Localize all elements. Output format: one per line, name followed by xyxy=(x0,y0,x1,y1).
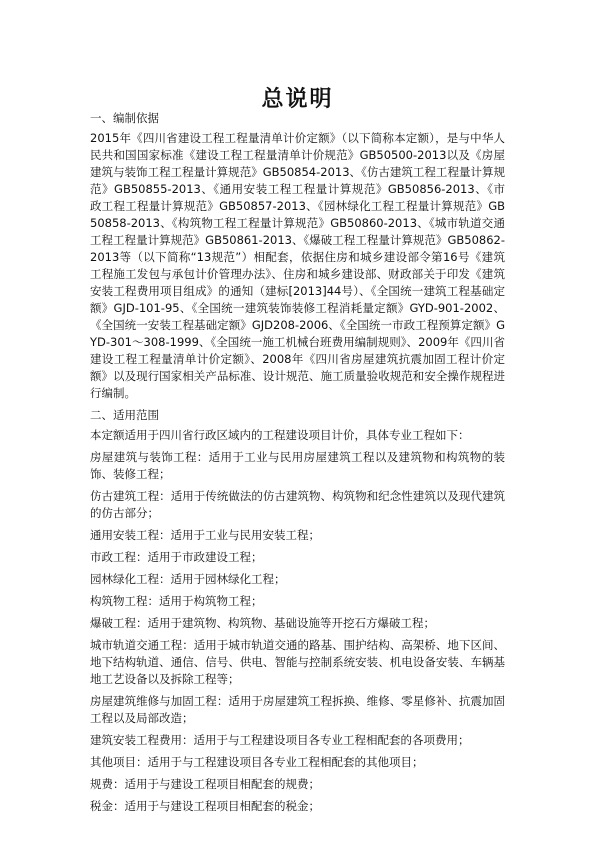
scope-item: 仿古建筑工程：适用于传统做法的仿古建筑物、构筑物和纪念性建筑以及现代建筑的仿古部分； xyxy=(90,489,505,520)
scope-item: 构筑物工程：适用于构筑物工程； xyxy=(90,594,263,608)
scope-item: 爆破工程：适用于建筑物、构筑物、基础设施等开挖石方爆破工程； xyxy=(90,616,435,630)
scope-item: 税金：适用于与建设工程项目相配套的税金； xyxy=(90,799,320,813)
scope-item: 规费：适用于与建设工程项目相配套的规费； xyxy=(90,777,320,791)
scope-item: 房屋建筑与装饰工程：适用于工业与民用房屋建筑工程以及建筑物和构筑物的装饰、装修工程； xyxy=(90,450,505,481)
scope-item: 园林绿化工程：适用于园林绿化工程； xyxy=(90,572,286,586)
section-heading-scope: 二、适用范围 xyxy=(90,408,159,422)
scope-item: 城市轨道交通工程：适用于城市轨道交通的路基、围护结构、高架桥、地下区间、地下结构轨道、通信、信号、供电、智能与控制系统安装、机电设备安装、车辆基地工艺设备以及拆除工程等； xyxy=(90,638,505,686)
scope-intro: 本定额适用于四川省行政区域内的工程建设项目计价，具体专业工程如下： xyxy=(90,428,470,442)
page-title: 总说明 xyxy=(261,87,334,112)
section-heading-basis: 一、编制依据 xyxy=(90,111,159,125)
scope-item: 房屋建筑维修与加固工程：适用于房屋建筑工程拆换、维修、零星修补、抗震加固工程以及局部改造； xyxy=(90,694,505,725)
scope-item: 其他项目：适用于与工程建设项目各专业工程相配套的其他项目； xyxy=(90,755,424,769)
basis-paragraph: 2015年《四川省建设工程工程量清单计价定额》（以下简称本定额），是与中华人民共和国国家标准《建设工程工程量清单计价规范》GB50500-2013以及《房屋建筑与装饰工程工程量计算规范》GB50854-2013、《仿古建筑工程工程量计算规范》GB50855-2013、《通用安装工程工程量计算规范》GB50856-2013、《市政工程工程量计算规范》GB50857-2013、《园林绿化工程工程量计算规范》GB50858-2013、《构筑物工程工程量计算规范》GB50860-2013、《城市轨道交通工程工程量计算规范》GB50861-2013、《爆破工程工程量计算规范》GB50862-2013等（以下简称“13规范”）相配套，依据住房和城乡建设部令第16号《建筑工程施工发包与承包计价管理办法》、住房和城乡建设部、财政部关于印发《建筑安装工程费用项目组成》的通知（建标[2013]44号）、《全国统一建筑工程基础定额》GJD-101-95、《全国统一建筑装饰装修工程消耗量定额》GYD-901-2002、《全国统一安装工程基础定额》GJD208-2006、《全国统一市政工程预算定额》GYD-301～308-1999、《全国统一施工机械台班费用编制规则》、2009年《四川省建设工程工程量清单计价定额》、2008年《四川省房屋建筑抗震加固工程计价定额》以及现行国家相关产品标准、设计规范、施工质量验收规范和安全操作规程进行编制。 xyxy=(90,131,505,400)
scope-item: 通用安装工程：适用于工业与民用安装工程； xyxy=(90,528,320,542)
document-body xyxy=(90,110,505,820)
scope-item: 建筑安装工程费用：适用于与工程建设项目各专业工程相配套的各项费用； xyxy=(90,733,470,747)
scope-item: 市政工程：适用于市政建设工程； xyxy=(90,550,263,564)
